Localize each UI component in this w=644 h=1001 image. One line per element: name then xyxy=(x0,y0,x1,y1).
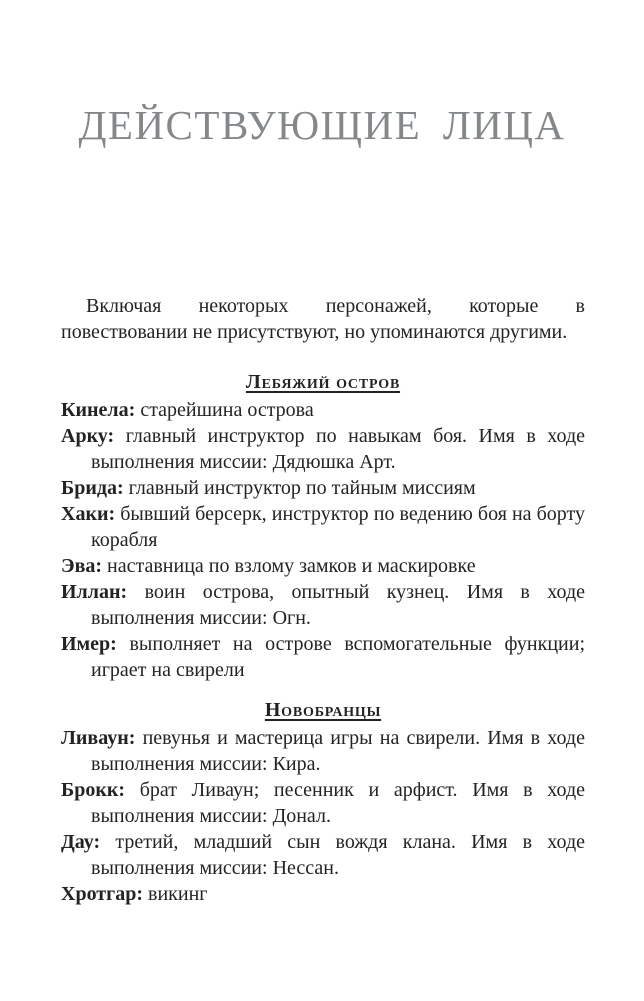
character-entry xyxy=(61,829,585,881)
character-entry xyxy=(61,501,585,553)
character-name: Хаки: xyxy=(61,503,116,525)
page-title: ДЕЙСТВУЮЩИЕ ЛИЦА xyxy=(78,102,566,148)
character-desc: викинг xyxy=(148,883,208,905)
character-desc: старейшина острова xyxy=(140,399,314,421)
character-name: Дау: xyxy=(61,831,101,853)
character-name: Иллан: xyxy=(61,581,128,603)
section-heading-text: Новобранцы xyxy=(264,699,382,721)
character-entry xyxy=(61,397,585,423)
section-heading-recruits xyxy=(61,697,585,723)
character-entry xyxy=(61,631,585,683)
character-entry xyxy=(61,553,585,579)
section-heading-text: Лебяжий остров xyxy=(245,371,401,393)
section-swan-island xyxy=(61,369,585,683)
text-block xyxy=(61,293,585,907)
character-desc: певунья и мастерица игры на свирели. Имя в ходе выполнения миссии: Кира. xyxy=(91,727,585,775)
character-name: Имер: xyxy=(61,633,117,655)
character-name: Эва: xyxy=(61,555,103,577)
character-name: Брокк: xyxy=(61,779,126,801)
character-entry xyxy=(61,423,585,475)
character-entry xyxy=(61,579,585,631)
character-name: Хротгар: xyxy=(61,883,143,905)
character-desc: главный инструктор по навыкам боя. Имя в ходе выполнения миссии: Дядюшка Арт. xyxy=(91,425,586,473)
section-recruits xyxy=(61,697,585,907)
character-desc: третий, младший сын вождя клана. Имя в ходе выполнения миссии: Нессан. xyxy=(91,831,585,879)
character-desc: брат Ливаун; песенник и арфист. Имя в ходе выполнения миссии: Донал. xyxy=(91,779,585,827)
character-desc: наставница по взлому замков и маскировке xyxy=(107,555,476,577)
character-name: Арку: xyxy=(61,425,115,447)
character-desc: главный инструктор по тайным миссиям xyxy=(128,477,476,499)
character-desc: бывший берсерк, инструктор по ведению боя на борту корабля xyxy=(91,503,586,551)
character-desc: воин острова, опытный кузнец. Имя в ходе выполнения миссии: Огн. xyxy=(91,581,586,629)
intro-paragraph: Включая некоторых персонажей, которые в повествовании не присутствуют, но упоминаются другими. xyxy=(61,295,585,343)
section-heading-swan-island xyxy=(61,369,585,395)
character-name: Ливаун: xyxy=(61,727,136,749)
character-desc: выполняет на острове вспомогательные функции; играет на свирели xyxy=(91,633,585,681)
character-entry xyxy=(61,777,585,829)
character-name: Кинела: xyxy=(61,399,136,421)
character-entry xyxy=(61,475,585,501)
character-name: Брида: xyxy=(61,477,124,499)
character-entry xyxy=(61,881,585,907)
character-entry xyxy=(61,725,585,777)
